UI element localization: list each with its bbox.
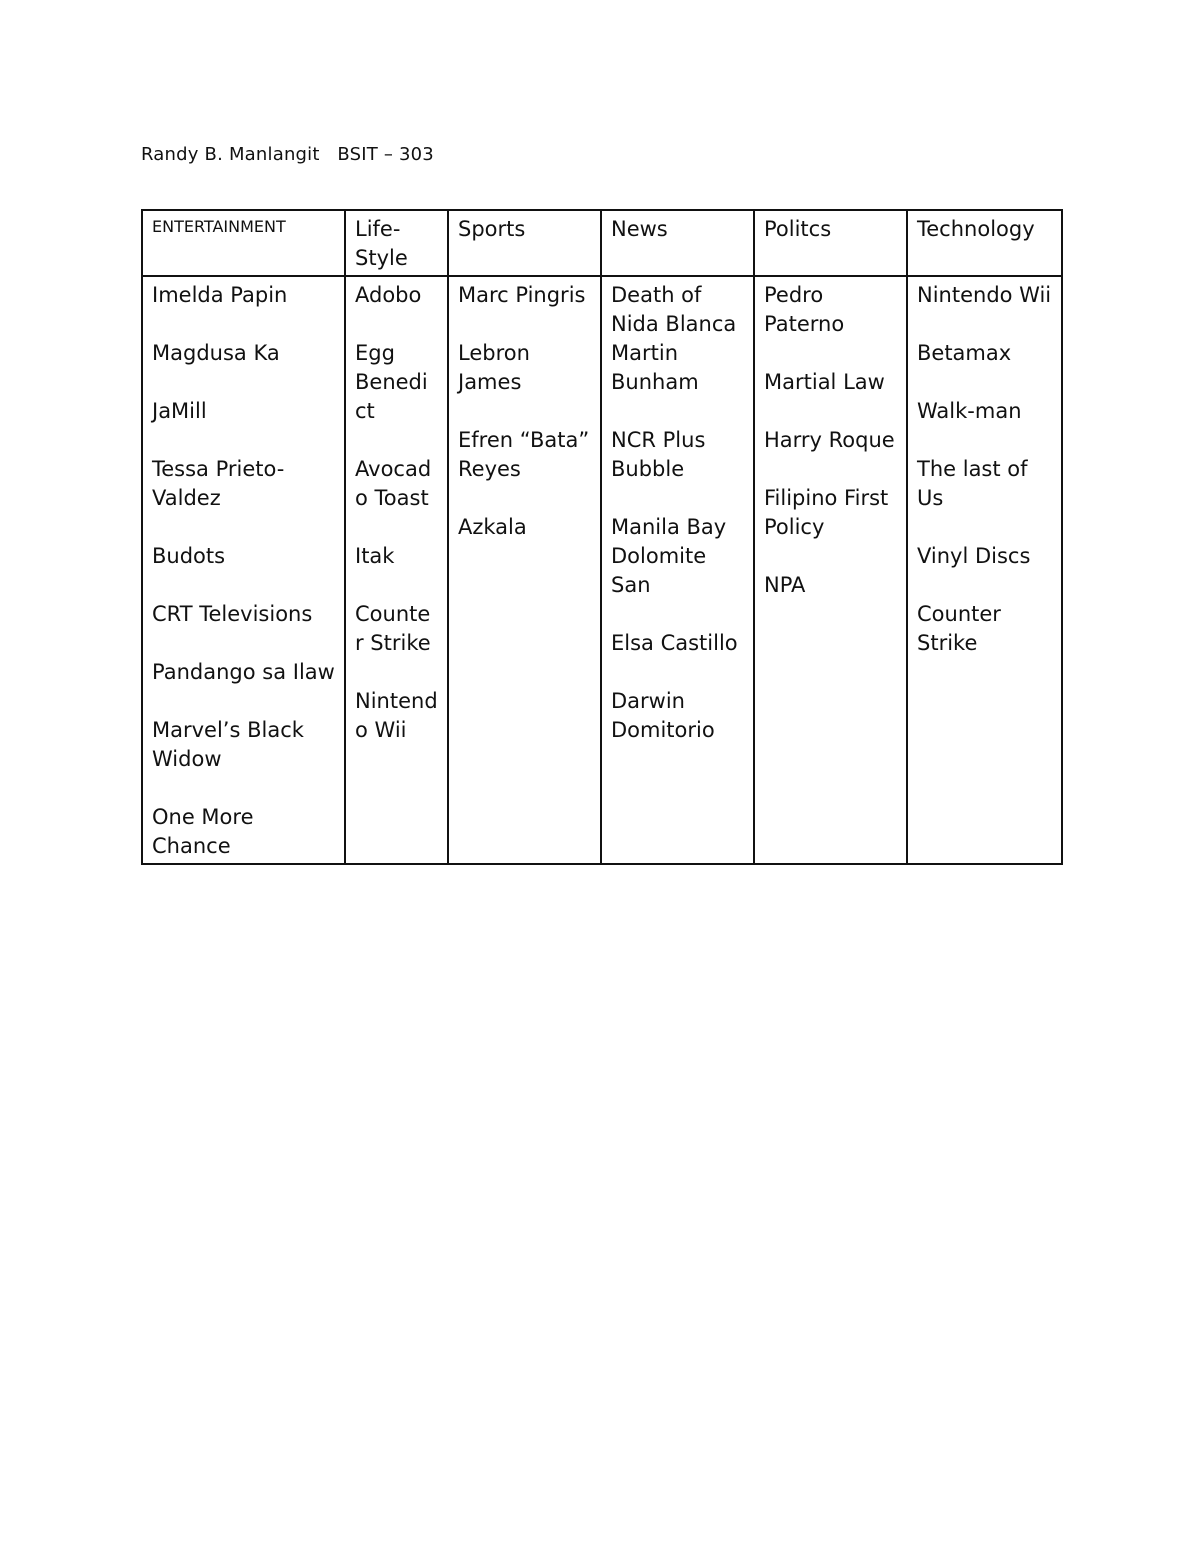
news-cell — [601, 276, 754, 864]
list-item: Egg Benedict — [355, 341, 428, 423]
list-item: Harry Roque — [764, 428, 895, 452]
table-header-row — [142, 210, 1062, 276]
column-header-lifestyle: Life-Style — [345, 210, 448, 276]
entertainment-cell — [142, 276, 345, 864]
list-item: Nintendo Wii — [917, 283, 1052, 307]
list-item: Walk-man — [917, 399, 1022, 423]
list-item: Marc Pingris — [458, 283, 586, 307]
list-item: Lebron James — [458, 341, 530, 394]
list-item: Counter Strike — [355, 602, 431, 655]
list-item: Martial Law — [764, 370, 885, 394]
lifestyle-cell — [345, 276, 448, 864]
page-header: Randy B. Manlangit BSIT – 303 — [141, 144, 434, 165]
column-header-news: News — [601, 210, 754, 276]
list-item: One More Chance — [152, 805, 254, 858]
list-item: NCR Plus Bubble — [611, 428, 706, 481]
list-item: Filipino First Policy — [764, 486, 889, 539]
list-item: Elsa Castillo — [611, 631, 738, 655]
list-item: Marvel’s Black Widow — [152, 718, 304, 771]
list-item: Itak — [355, 544, 395, 568]
list-item: Death of Nida Blanca — [611, 283, 737, 336]
list-item: Vinyl Discs — [917, 544, 1031, 568]
table-row — [142, 276, 1062, 864]
list-item: JaMill — [152, 399, 207, 423]
list-item: Budots — [152, 544, 226, 568]
topics-table — [141, 209, 1063, 865]
list-item: Efren “Bata” Reyes — [458, 428, 590, 481]
list-item: NPA — [764, 573, 806, 597]
list-item: Adobo — [355, 283, 422, 307]
list-item: Counter Strike — [917, 602, 1001, 655]
column-header-entertainment: ENTERTAINMENT — [142, 210, 345, 276]
list-item: The last of Us — [917, 457, 1028, 510]
list-item: CRT Televisions — [152, 602, 313, 626]
list-item: Tessa Prieto-Valdez — [152, 457, 285, 510]
list-item: Pandango sa Ilaw — [152, 660, 335, 684]
list-item: Manila Bay Dolomite San — [611, 515, 727, 597]
technology-cell — [907, 276, 1062, 864]
list-item: Betamax — [917, 341, 1012, 365]
list-item: Martin Bunham — [611, 341, 699, 394]
column-header-technology: Technology — [907, 210, 1062, 276]
list-item: Darwin Domitorio — [611, 689, 715, 742]
sports-cell — [448, 276, 601, 864]
list-item: Avocado Toast — [355, 457, 432, 510]
list-item: Azkala — [458, 515, 527, 539]
column-header-sports: Sports — [448, 210, 601, 276]
list-item: Magdusa Ka — [152, 341, 280, 365]
list-item: Imelda Papin — [152, 283, 288, 307]
column-header-politics: Politcs — [754, 210, 907, 276]
list-item: Nintendo Wii — [355, 689, 438, 742]
list-item: Pedro Paterno — [764, 283, 845, 336]
politics-cell — [754, 276, 907, 864]
